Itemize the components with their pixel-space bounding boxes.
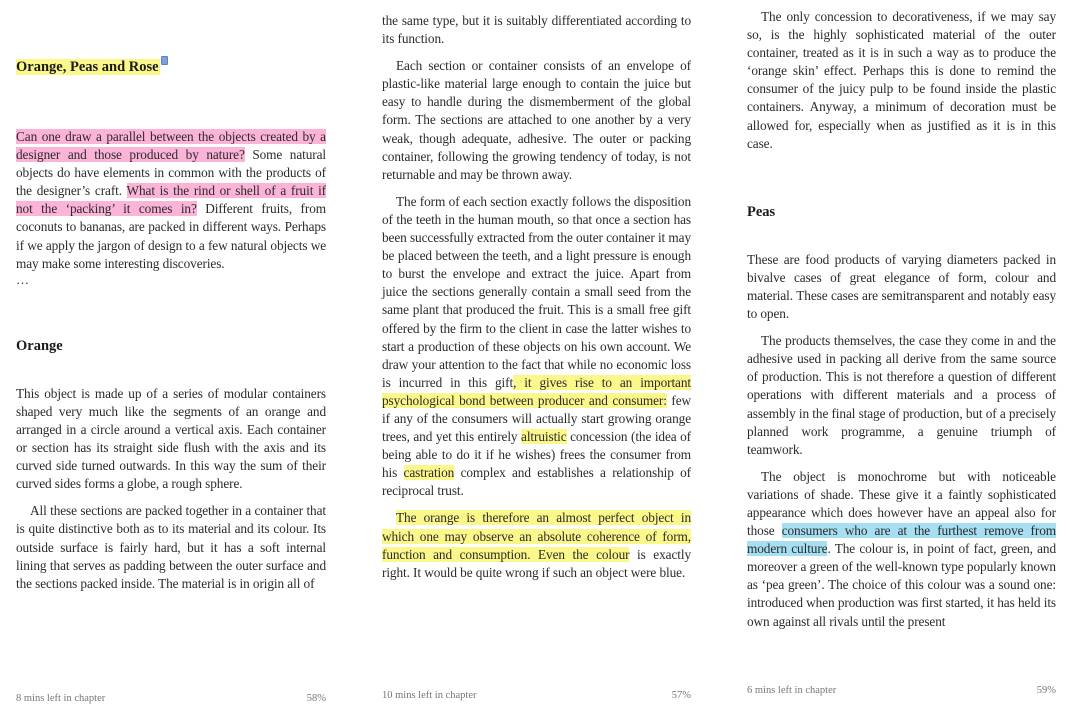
highlighted-text[interactable]: altruistic [521, 429, 567, 445]
text-run: concession (the idea of being able to do it if he wishes) frees the consumer from his [382, 429, 691, 481]
page-content [16, 58, 326, 682]
progress-percent: 59% [1036, 685, 1056, 696]
note-icon[interactable] [161, 56, 168, 65]
text-run: is exactly right. It would be quite wrong if such an object were blue. [382, 546, 692, 580]
text-run: The form of each section exactly follows the disposition of the teeth in the human mouth, so that once a section has been successfully extracted from the outer container it may be placed between the teeth, and a light pressure is enough to burst the envelope and extract the juice. Apart from juice the sections generally contain a small seed from the same plant that produced the fruit. This is a small free gift offered by the firm to the client in case the latter wishes to start a production of these objects on his own account. We draw your attention to the fact that while no economic loss is incurred in this gift [382, 193, 691, 390]
text-run: Some natural objects do have elements in common with the products of the designer’s craft. [16, 147, 326, 199]
text-run: Different fruits, from coconuts to bananas, are packed in different ways. Perhaps if we apply the jargon of design to a few natural objects we may make some interesting discoveries. [16, 201, 326, 271]
highlighted-text[interactable]: castration [403, 465, 455, 481]
spacer [16, 593, 326, 682]
paragraph [747, 468, 1056, 631]
progress-percent: 58% [306, 693, 326, 704]
paragraph: The only concession to decorativeness, if we may say so, is the highly sophisticated material of the outer container, treated as it is in such a way as to produce the ‘orange skin’ effect. Perhaps this is done to remind the consumer of the juicy pulp to be found inside the plastic containers. Anyway, a minimum of decoration must be allowed for, especially when as justified as it is in this case. [747, 9, 1056, 151]
chapter-title-text[interactable]: Orange, Peas and Rose [16, 59, 159, 75]
section-heading-peas: Peas [747, 203, 776, 220]
paragraph: Each section or container consists of an envelope of plastic-like material large enough to contain the juice but easy to handle during the dismemberment of the global form. The sections are attached to one another by a very weak, though adequate, adhesive. The outer or packing container, following the growing tendency of today, is not returnable and may be thrown away. [382, 58, 691, 182]
intro-block [16, 128, 326, 287]
paragraph: These are food products of varying diameters packed in bivalve cases of great elegance of form, colour and material. These cases are semitransparent and notably easy to open. [747, 251, 1056, 322]
highlighted-text[interactable]: Can one draw a parallel between the objects created by a designer and those produced by nature? [16, 129, 326, 163]
paragraph: This object is made up of a series of modular containers shaped very much like the segments of an orange and arranged in a circle around a vertical axis. Each container or section has its straight side flush with the axis and its curved side turned outwards. In this way the sum of their curved sides forms a globe, a rough sphere. [16, 385, 326, 492]
paragraph [382, 509, 691, 581]
chapter-title [16, 58, 326, 76]
time-left-in-chapter: 10 mins left in chapter [382, 690, 477, 701]
paragraph: the same type, but it is suitably differentiated according to its function. [382, 13, 691, 47]
reader-page-3 [747, 0, 1056, 720]
spacer [747, 631, 1056, 674]
paragraph: The products themselves, the case they come in and the adhesive used in packing all derive from the same source of production. This is not therefore a question of different operations with different materials and a process of assembly in the final stage of production, but of a precisely planned work programme, a genuine triumph of teamwork. [747, 333, 1056, 457]
highlighted-text[interactable]: The orange is therefore an almost perfect object in which one may observe an absolute coherence of form, function and consumption. Even the colour [382, 510, 691, 562]
peas-body [747, 251, 1056, 631]
text-run: complex and establishes a relationship of reciprocal trust. [382, 465, 691, 499]
spacer [382, 582, 691, 679]
paragraph: All these sections are packed together in a container that is quite distinctive both as to its material and its colour. Its outside surface is fairly hard, but it has a soft internal lining that serves as padding between the outer surface and the sections packed inside. The material is in origin all of [16, 503, 326, 591]
ellipsis: … [16, 271, 29, 287]
reader-page-1 [16, 0, 326, 720]
section-heading-orange: Orange [16, 337, 63, 354]
time-left-in-chapter: 8 mins left in chapter [16, 693, 106, 704]
reading-progress-footer [16, 692, 326, 706]
text-run: The object is monochrome but with noticeable variations of shade. These give it a faintly sophisticated appearance which does however have an appeal also for those [747, 468, 1056, 539]
reading-progress-footer [382, 689, 691, 703]
progress-percent: 57% [671, 690, 691, 701]
text-run: few if any of the consumers will actually start growing orange trees, and yet this entirely [382, 392, 692, 445]
text-run: . The colour is, in point of fact, green, and moreover a green of the well-known type popularly known as ‘pea green’. The choice of this colour was a sound one: introduced when production was first started, it has held its own against all rivals until the present [747, 541, 1056, 629]
page-content [382, 12, 691, 679]
highlighted-text[interactable]: consumers who are at the furthest remove from modern culture [747, 523, 1056, 557]
paragraph [382, 193, 691, 501]
intro-paragraph [16, 128, 326, 273]
reading-progress-footer [747, 684, 1056, 698]
highlighted-text[interactable]: What is the rind or shell of a fruit if not the ‘packing’ it comes in? [16, 183, 326, 217]
highlighted-text[interactable]: , it gives rise to an important psychological bond between producer and consumer: [382, 374, 692, 408]
time-left-in-chapter: 6 mins left in chapter [747, 685, 837, 696]
page-content [747, 8, 1056, 674]
reader-page-2 [382, 0, 691, 720]
orange-body [16, 385, 326, 593]
